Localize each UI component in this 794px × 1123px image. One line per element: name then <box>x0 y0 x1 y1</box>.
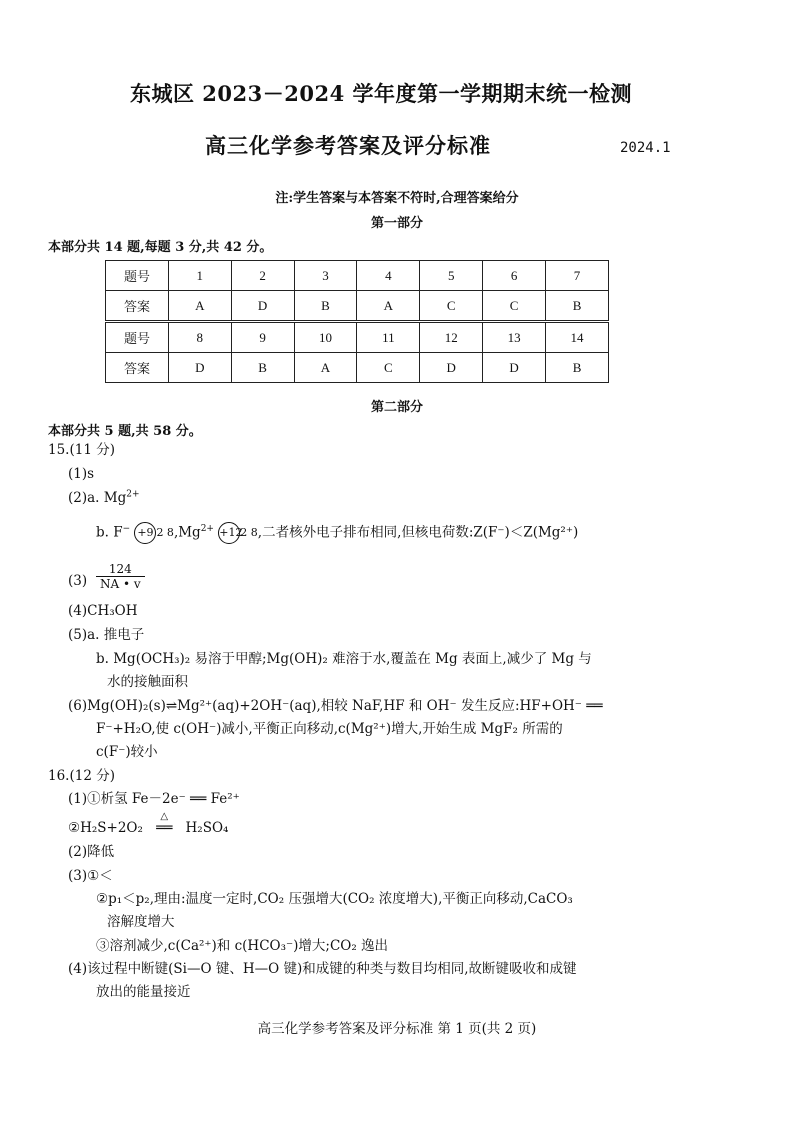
document-title: 高三化学参考答案及评分标准 <box>205 133 491 158</box>
question-number: 9 <box>231 322 294 353</box>
answer-cell: B <box>294 291 357 322</box>
answer-cell: B <box>231 353 294 383</box>
q15-answer-4: (4)CH₃OH <box>68 603 138 619</box>
q15-answer-6-cont2: c(F⁻)较小 <box>96 744 158 760</box>
answer-cell: D <box>420 353 483 383</box>
q15-answer-6-cont: F⁻+H₂O,使 c(OH⁻)减小,平衡正向移动,c(Mg²⁺)增大,开始生成 MgF₂ 所需的 <box>96 721 563 737</box>
question-number: 11 <box>357 322 420 353</box>
q16-answer-4: (4)该过程中断键(Si—O 键、H—O 键)和成键的种类与数目均相同,故断键吸收和成键 <box>68 961 577 977</box>
question-number: 2 <box>231 261 294 291</box>
grading-note: 注:学生答案与本答案不符时,合理答案给分 <box>275 191 519 206</box>
question-row-1 <box>106 261 609 291</box>
q15-answer-3-label: (3) <box>68 573 88 589</box>
part1-heading: 第一部分 <box>370 216 423 231</box>
q15-answer-2a: (2)a. $Mg^{2+}$ <box>68 489 140 506</box>
q16-heading: 16.(12 分) <box>48 768 115 784</box>
answer-row-2 <box>106 353 609 383</box>
question-number: 13 <box>483 322 546 353</box>
answer-cell: A <box>357 291 420 322</box>
answer-cell: D <box>231 291 294 322</box>
question-number: 3 <box>294 261 357 291</box>
question-number: 14 <box>546 322 609 353</box>
answer-cell: C <box>357 353 420 383</box>
question-number: 5 <box>420 261 483 291</box>
q15-answer-1: (1)s <box>68 466 95 482</box>
question-number: 8 <box>168 322 231 353</box>
q15-answer-5b: b. Mg(OCH₃)₂ 易溶于甲醇;Mg(OH)₂ 难溶于水,覆盖在 Mg 表面上,减少了 Mg 与 <box>96 651 592 667</box>
q15-answer-3-fraction: $\frac{124}{NA • v}$ <box>96 562 145 591</box>
answer-cell: C <box>483 291 546 322</box>
nucleus-symbol: +9 <box>134 522 156 544</box>
page-footer: 高三化学参考答案及评分标准 第 1 页(共 2 页) <box>257 1021 537 1037</box>
answer-row-1 <box>106 291 609 322</box>
part1-intro: 本部分共 14 题,每题 3 分,共 42 分。 <box>48 240 273 255</box>
row-label: 题号 <box>106 322 169 353</box>
answer-cell: B <box>546 353 609 383</box>
q15-heading: 15.(11 分) <box>48 442 115 458</box>
nucleus-symbol: +12 <box>218 522 240 544</box>
q16-answer-2: (2)降低 <box>68 844 115 860</box>
answer-cell: D <box>168 353 231 383</box>
question-row-2 <box>106 322 609 353</box>
q16-answer-1a: (1)①析氢 Fe－2e⁻ ══ Fe²⁺ <box>68 791 240 807</box>
date-label: 2024.1 <box>620 140 671 156</box>
q16-answer-3c: ③溶剂减少,c(Ca²⁺)和 c(HCO₃⁻)增大;CO₂ 逸出 <box>96 938 389 954</box>
question-number: 7 <box>546 261 609 291</box>
q15-answer-5b-cont: 水的接触面积 <box>107 674 188 690</box>
row-label: 答案 <box>106 353 169 383</box>
answer-cell: A <box>168 291 231 322</box>
q16-answer-3a: (3)①＜ <box>68 868 113 884</box>
answer-cell: B <box>546 291 609 322</box>
question-number: 4 <box>357 261 420 291</box>
q15-answer-2b: b. F− +9 2 $8,Mg^{2+} +122$ 8,二者核外电子排布相同,但核电荷数:Z(F⁻)＜Z(Mg²⁺) <box>96 522 578 544</box>
part2-heading: 第二部分 <box>370 400 423 415</box>
row-label: 题号 <box>106 261 169 291</box>
question-number: 6 <box>483 261 546 291</box>
electron-shell: 2 8 <box>240 526 258 539</box>
exam-title: 东城区 2023－2024 学年度第一学期期末统一检测 <box>130 81 633 106</box>
question-number: 1 <box>168 261 231 291</box>
question-number: 12 <box>420 322 483 353</box>
answer-cell: C <box>420 291 483 322</box>
part2-intro: 本部分共 5 题,共 58 分。 <box>48 424 202 439</box>
answer-cell: A <box>294 353 357 383</box>
electron-shell: 2 8 <box>156 526 174 539</box>
q16-answer-1b: ②H₂S+2O₂ △ ══ H₂SO₄ <box>68 811 229 836</box>
q16-answer-4-cont: 放出的能量接近 <box>96 984 191 1000</box>
answer-table <box>105 260 609 383</box>
q16-answer-3b: ②p₁＜p₂,理由:温度一定时,CO₂ 压强增大(CO₂ 浓度增大),平衡正向移动,CaCO₃ <box>96 891 573 907</box>
question-number: 10 <box>294 322 357 353</box>
q15-answer-6: (6)Mg(OH)₂(s)⇌Mg²⁺(aq)+2OH⁻(aq),相较 NaF,HF 和 OH⁻ 发生反应:HF+OH⁻ ══ <box>68 698 603 714</box>
answer-cell: D <box>483 353 546 383</box>
q15-answer-5a: (5)a. 推电子 <box>68 627 145 643</box>
q16-answer-3b-cont: 溶解度增大 <box>107 914 175 930</box>
row-label: 答案 <box>106 291 169 322</box>
